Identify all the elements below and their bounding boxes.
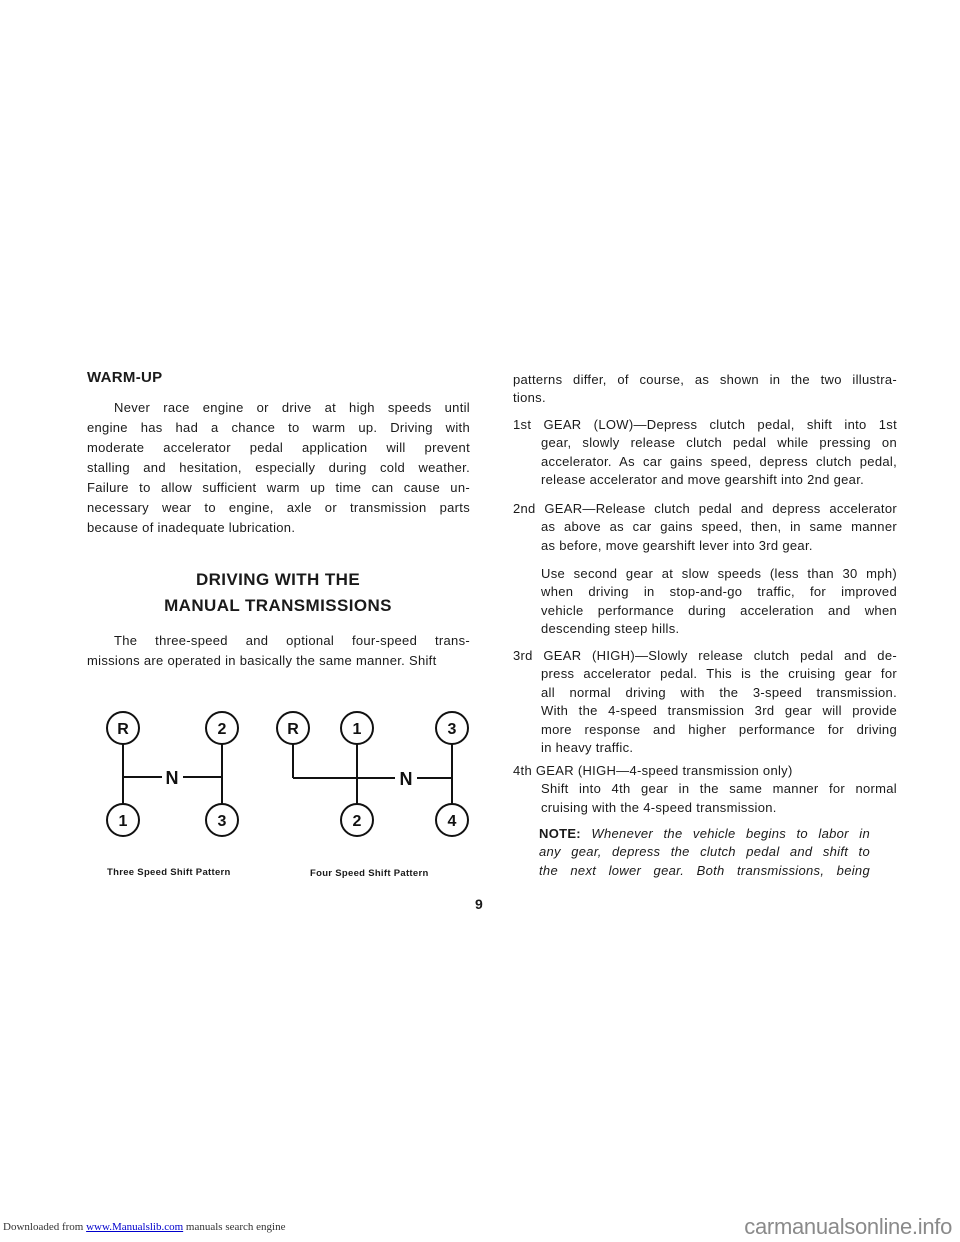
four-speed-shift-pattern <box>277 712 468 836</box>
text-line: any gear, depress the clutch pedal and shift to <box>539 844 870 860</box>
footer-prefix: Downloaded from <box>3 1221 84 1233</box>
watermark: carmanualsonline.info <box>744 1214 952 1239</box>
gear-label: 2 <box>217 721 227 738</box>
gear-label: R <box>287 721 299 738</box>
page-number: 9 <box>475 896 483 912</box>
three-speed-caption: Three Speed Shift Pattern <box>107 867 231 878</box>
text-line: the next lower gear. Both transmissions, being <box>539 862 870 878</box>
text-line: 2nd GEAR—Release clutch pedal and depress accelerator <box>513 501 897 516</box>
text-line: Never race engine or drive at high speeds until <box>114 400 470 415</box>
neutral-label: N <box>165 768 179 788</box>
warmup-heading: WARM-UP <box>87 369 163 386</box>
section-title-line-2: MANUAL TRANSMISSIONS <box>164 596 392 615</box>
text-line: release accelerator and move gearshift into 2nd gear. <box>541 472 865 488</box>
first-gear-paragraph <box>513 416 897 490</box>
text-line: missions are operated in basically the same manner. Shift <box>87 653 437 668</box>
text-line: in heavy traffic. <box>541 740 634 756</box>
gear-label: 4 <box>447 813 457 830</box>
text-line: descending steep hills. <box>541 621 680 637</box>
second-gear-paragraph <box>513 500 897 555</box>
text-line: patterns differ, of course, as shown in the two illustra- <box>513 372 897 387</box>
text-line: Whenever the vehicle begins to labor in <box>591 826 870 841</box>
text-line: Failure to allow sufficient warm up time can cause un- <box>87 480 470 495</box>
intro-paragraph <box>87 631 470 671</box>
footer-suffix: manuals search engine <box>185 1221 286 1233</box>
text-line: when driving in stop-and-go traffic, for improved <box>541 584 897 600</box>
text-line: With the 4-speed transmission 3rd gear will provide <box>541 703 897 719</box>
gear-label: R <box>117 721 129 738</box>
third-gear-paragraph <box>513 647 897 757</box>
text-line: The three-speed and optional four-speed trans- <box>114 633 470 648</box>
text-line: moderate accelerator pedal application will prevent <box>87 440 470 455</box>
text-line: accelerator. As car gains speed, depress clutch pedal, <box>541 453 897 469</box>
text-line: because of inadequate lubrication. <box>87 520 296 535</box>
manualslib-link[interactable]: www.Manualslib.com <box>86 1221 184 1233</box>
text-line: necessary wear to engine, axle or transmission parts <box>87 500 470 515</box>
text-line: 3rd GEAR (HIGH)—Slowly release clutch pedal and de- <box>513 648 897 663</box>
gear-label: 3 <box>447 721 457 738</box>
text-line: tions. <box>513 390 546 406</box>
text-line: all normal driving with the 3-speed transmission. <box>541 684 897 700</box>
text-line: engine has had a chance to warm up. Driving with <box>87 420 470 435</box>
second-gear-use-paragraph <box>541 565 897 639</box>
continued-paragraph <box>513 371 897 408</box>
text-line: 1st GEAR (LOW)—Depress clutch pedal, shift into 1st <box>513 417 897 432</box>
note-paragraph <box>539 825 870 880</box>
gear-label: 3 <box>217 813 227 830</box>
neutral-label: N <box>399 769 413 789</box>
text-line: Shift into 4th gear in the same manner for normal <box>541 781 897 797</box>
text-line: more response and higher performance for driving <box>541 721 897 737</box>
text-line: stalling and hesitation, especially during cold weather. <box>87 460 470 475</box>
download-footer <box>3 1221 285 1233</box>
fourth-gear-paragraph <box>513 762 897 817</box>
text-line: as before, move gearshift lever into 3rd gear. <box>541 537 813 553</box>
text-line: 4th GEAR (HIGH—4-speed transmission only) <box>513 763 793 778</box>
gear-label: 2 <box>352 813 362 830</box>
text-line: gear, slowly release clutch pedal while pressing on <box>541 435 897 451</box>
text-line: press accelerator pedal. This is the cruising gear for <box>541 666 897 682</box>
section-title-line-1: DRIVING WITH THE <box>195 570 361 589</box>
text-line: vehicle performance during acceleration and when <box>541 602 897 618</box>
text-line: Use second gear at slow speeds (less than 30 mph) <box>541 566 897 581</box>
note-label: NOTE: <box>539 826 581 841</box>
text-line: cruising with the 4-speed transmission. <box>541 799 777 815</box>
gear-label: 1 <box>352 721 362 738</box>
shift-pattern-diagrams <box>90 700 490 850</box>
warmup-paragraph <box>87 398 470 538</box>
four-speed-caption: Four Speed Shift Pattern <box>310 868 429 879</box>
gear-label: 1 <box>118 813 128 830</box>
text-line: as above as car gains speed, then, in same manner <box>541 519 897 535</box>
